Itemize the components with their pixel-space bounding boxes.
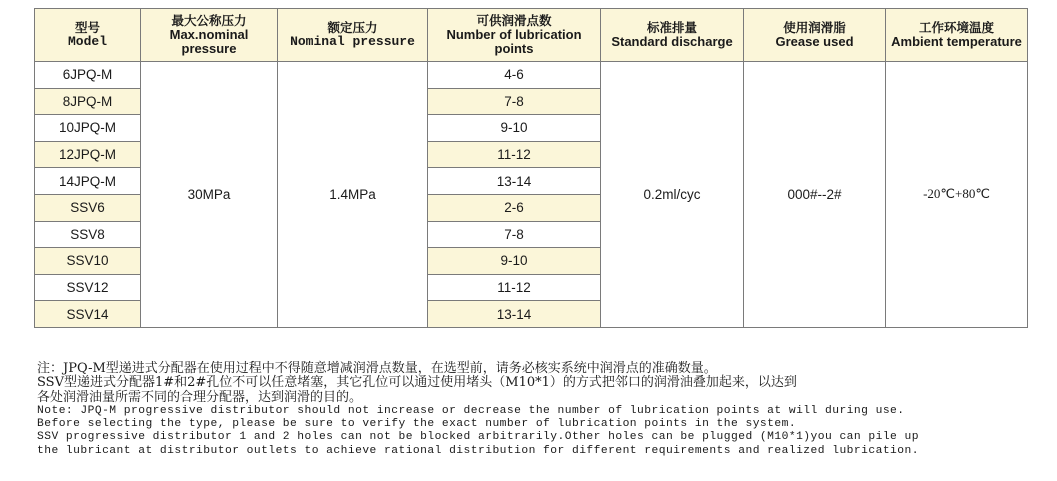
points-cell: 7-8: [428, 88, 601, 115]
model-cell: SSV14: [35, 301, 141, 328]
grease-cell: 000#--2#: [744, 62, 886, 328]
points-cell: 13-14: [428, 301, 601, 328]
note-en-line: Before selecting the type, please be sure to verify the exact number of lubrication points in the system.: [37, 418, 797, 431]
header-discharge-en: Standard discharge: [611, 34, 733, 49]
header-temperature-en: Ambient temperature: [891, 34, 1022, 49]
note-en-line: Note: JPQ-M progressive distributor should not increase or decrease the number of lubrication points at will during use.: [37, 404, 905, 417]
notes-block: [37, 362, 1052, 458]
header-temperature-zh: 工作环境温度: [918, 20, 994, 35]
nominal-pressure-cell: 1.4MPa: [278, 62, 428, 328]
header-discharge-zh: 标准排量: [646, 20, 697, 35]
model-cell: 14JPQ-M: [35, 168, 141, 195]
model-cell: 8JPQ-M: [35, 88, 141, 115]
header-grease-zh: 使用润滑脂: [783, 20, 846, 35]
header-grease: [744, 9, 886, 62]
header-model-en: Model: [67, 34, 107, 49]
header-nominal-pressure-zh: 额定压力: [327, 20, 378, 35]
header-nominal-pressure-en: Nominal pressure: [290, 34, 415, 49]
temperature-cell: -20℃+80℃: [886, 62, 1028, 328]
header-max-pressure: [141, 9, 278, 62]
header-model-zh: 型号: [74, 20, 100, 35]
points-cell: 13-14: [428, 168, 601, 195]
header-lubrication-points-en: Number of lubrication points: [446, 27, 582, 56]
header-nominal-pressure: [278, 9, 428, 62]
header-lubrication-points: [428, 9, 601, 62]
max-pressure-cell: 30MPa: [141, 62, 278, 328]
points-cell: 2-6: [428, 194, 601, 221]
model-cell: 12JPQ-M: [35, 141, 141, 168]
model-cell: SSV12: [35, 274, 141, 301]
note-zh-line: SSV型递进式分配器1#和2#孔位不可以任意堵塞，其它孔位可以通过使用堵头（M10*1）的方式把邻口的润滑油叠加起来，以达到: [37, 375, 797, 391]
model-cell: SSV10: [35, 248, 141, 275]
model-cell: SSV6: [35, 194, 141, 221]
header-lubrication-points-zh: 可供润滑点数: [476, 13, 552, 28]
table-row: [35, 62, 1028, 89]
header-discharge: [601, 9, 744, 62]
header-temperature: [886, 9, 1028, 62]
points-cell: 9-10: [428, 248, 601, 275]
header-max-pressure-zh: 最大公称压力: [171, 13, 247, 28]
header-max-pressure-en: Max.nominal pressure: [169, 27, 249, 56]
points-cell: 9-10: [428, 115, 601, 142]
points-cell: 11-12: [428, 141, 601, 168]
model-cell: 10JPQ-M: [35, 115, 141, 142]
note-en-line: SSV progressive distributor 1 and 2 holes can not be blocked arbitrarily.Other holes can be plugged (M10*1)you can pile up: [37, 431, 919, 444]
model-cell: SSV8: [35, 221, 141, 248]
points-cell: 4-6: [428, 62, 601, 89]
header-row: [35, 9, 1028, 62]
points-cell: 7-8: [428, 221, 601, 248]
points-cell: 11-12: [428, 274, 601, 301]
model-cell: 6JPQ-M: [35, 62, 141, 89]
header-grease-en: Grease used: [775, 34, 854, 49]
note-en-line: the lubricant at distributor outlets to achieve rational distribution for different requirements and realized lubrication.: [37, 444, 919, 457]
discharge-cell: 0.2ml/cyc: [601, 62, 744, 328]
header-model: [35, 9, 141, 62]
note-zh-line: 注：JPQ-M型递进式分配器在使用过程中不得随意增减润滑点数量，在选型前，请务必核实系统中润滑点的准确数量。: [37, 361, 717, 376]
note-zh-line: 各处润滑油量所需不同的合理分配器，达到润滑的目的。: [37, 389, 363, 405]
spec-table: [34, 8, 1028, 328]
